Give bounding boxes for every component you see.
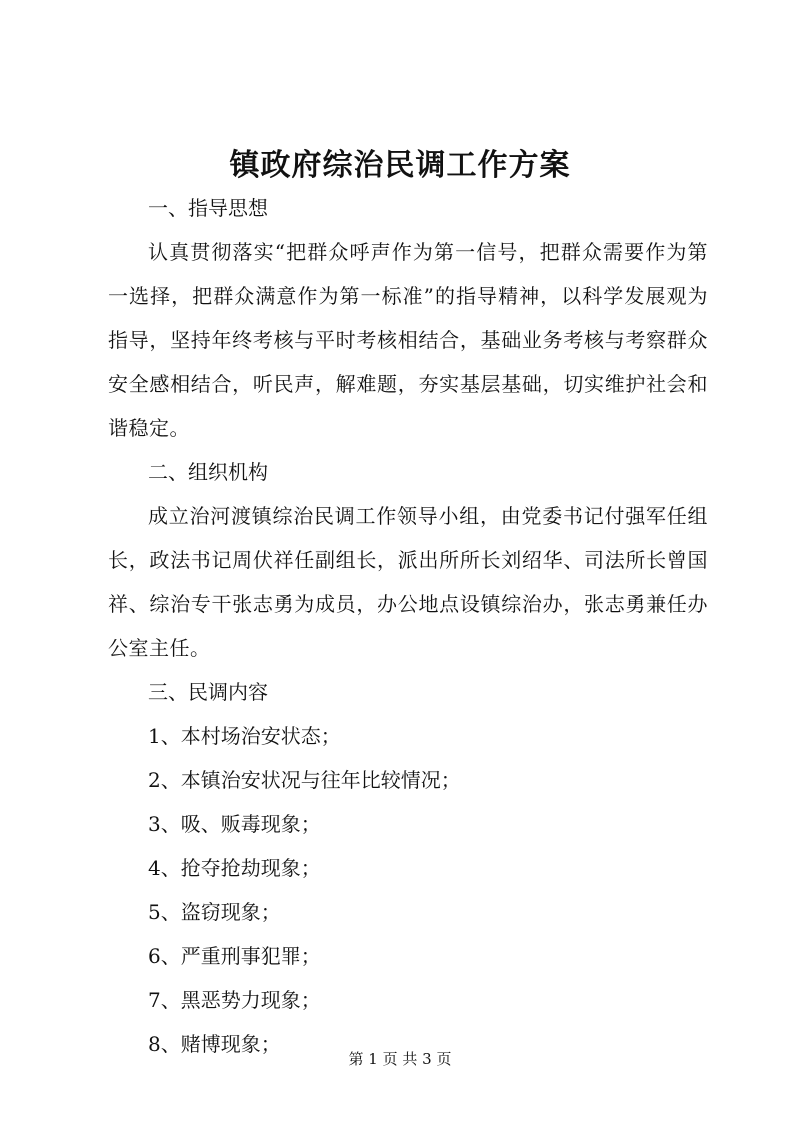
list-item: 6、严重刑事犯罪； (148, 944, 321, 968)
page-number-footer: 第 1 页 共 3 页 (348, 1050, 452, 1068)
document-body (108, 186, 708, 1066)
list-item: 7、黑恶势力现象； (148, 988, 321, 1012)
list-item: 4、抢夺抢劫现象； (148, 856, 321, 880)
list-item: 8、赌博现象； (148, 1032, 281, 1056)
list-item: 3、吸、贩毒现象； (148, 812, 321, 836)
section-heading-guiding-ideology: 一、指导思想 (148, 196, 268, 220)
list-item: 2、本镇治安状况与往年比较情况； (148, 768, 461, 792)
section-heading-organization: 二、组织机构 (148, 460, 268, 484)
list-item: 1、本村场治安状态； (148, 724, 341, 748)
document-title: 镇政府综治民调工作方案 (229, 148, 571, 183)
paragraph-guiding-ideology: 认真贯彻落实“把群众呼声作为第一信号，把群众需要作为第一选择，把群众满意作为第一标准”的指导精神，以科学发展观为指导，坚持年终考核与平时考核相结合，基础业务考核与考察群众安全感相结合，听民声，解难题，夯实基层基础，切实维护社会和谐稳定。 (108, 240, 708, 440)
section-heading-survey-content: 三、民调内容 (148, 680, 268, 704)
paragraph-organization: 成立治河渡镇综治民调工作领导小组，由党委书记付强军任组长，政法书记周伏祥任副组长，派出所所长刘绍华、司法所长曾国祥、综治专干张志勇为成员，办公地点设镇综治办，张志勇兼任办公室主任。 (108, 504, 708, 660)
list-item: 5、盗窃现象； (148, 900, 281, 924)
